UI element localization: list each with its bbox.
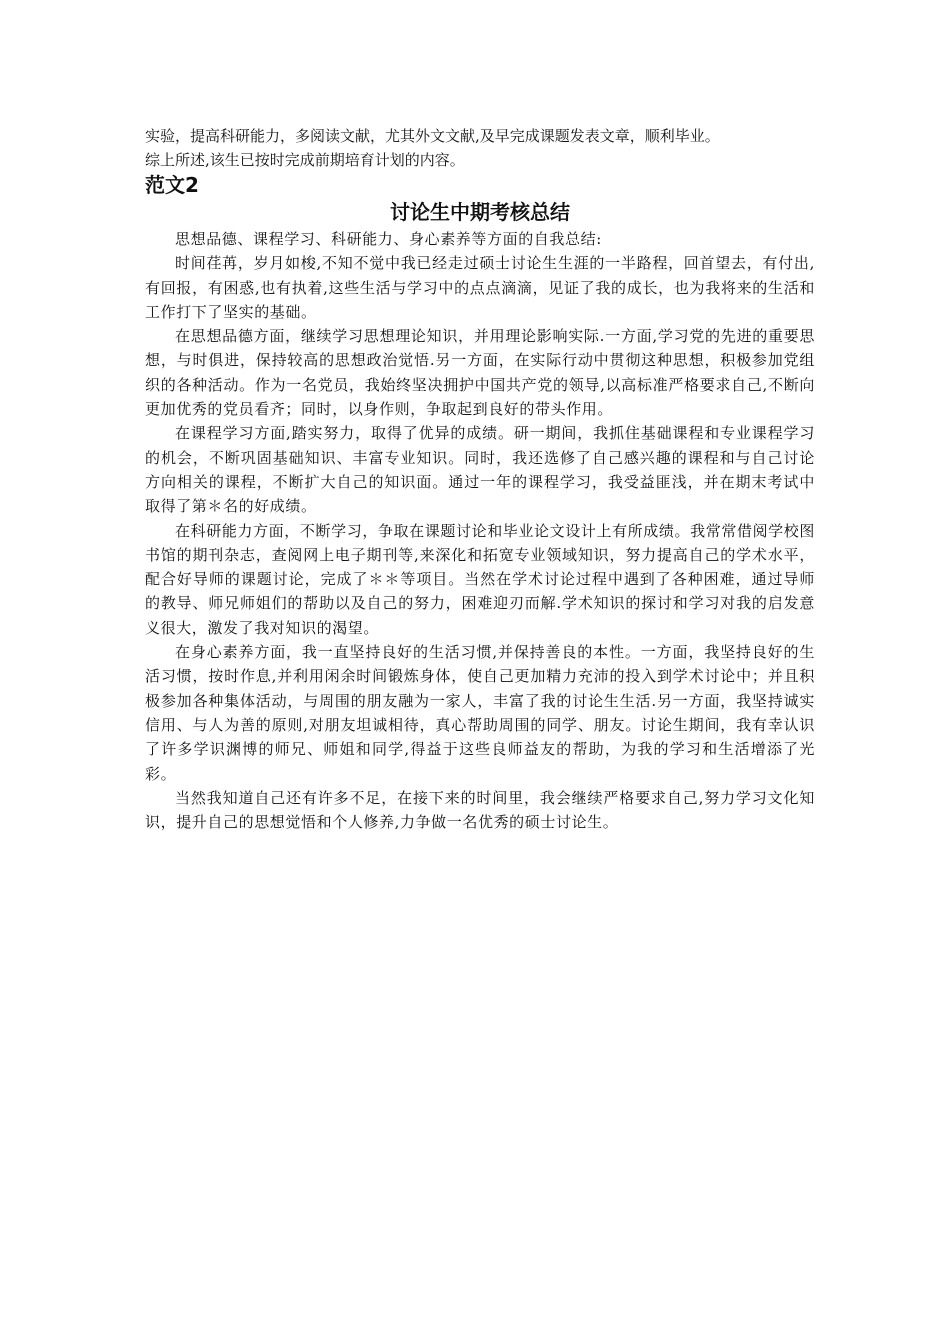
paragraph-ideology: 在思想品德方面，继续学习思想理论知识，并用理论影响实际.一方面,学习党的先进的重要思想，与时俱进，保持较高的思想政治觉悟.另一方面，在实际行动中贯彻这种思想，积极参加党组织的各种活动。作为一名党员，我始终坚决拥护中国共产党的领导,以高标准严格要求自己,不断向更加优秀的党员看齐；同时，以身作则，争取起到良好的带头作用。 xyxy=(145,327,815,419)
document-body xyxy=(145,124,815,834)
paragraph-intro: 时间荏苒，岁月如梭,不知不觉中我已经走过硕士讨论生生涯的一半路程，回首望去，有付出,有回报，有困惑,也有执着,这些生活与学习中的点点滴滴，见证了我的成长，也为我将来的生活和工作打下了坚实的基础。 xyxy=(145,254,815,321)
paragraph-coursework: 在课程学习方面,踏实努力，取得了优异的成绩。研一期间，我抓住基础课程和专业课程学习的机会，不断巩固基础知识、丰富专业知识。同时，我还选修了自己感兴趣的课程和与自己讨论方向相关的课程，不断扩大自己的知识面。通过一年的课程学习，我受益匪浅，并在期末考试中取得了第＊名的好成绩。 xyxy=(145,424,815,516)
paragraph-conclusion: 当然我知道自己还有许多不足，在接下来的时间里，我会继续严格要求自己,努力学习文化知识，提升自己的思想觉悟和个人修养,力争做一名优秀的硕士讨论生。 xyxy=(145,788,815,832)
paragraph-wellbeing: 在身心素养方面，我一直坚持良好的生活习惯,并保持善良的本性。一方面，我坚持良好的生活习惯，按时作息,并利用闲余时间锻炼身体，使自己更加精力充沛的投入到学术讨论中；并且积极参加各种集体活动，与周围的朋友融为一家人，丰富了我的讨论生生活.另一方面，我坚持诚实信用、与人为善的原则,对朋友坦诚相待，真心帮助周围的同学、朋友。讨论生期间，我有幸认识了许多学识渊博的师兄、师姐和同学,得益于这些良师益友的帮助，为我的学习和生活增添了光彩。 xyxy=(145,643,815,783)
document-title: 讨论生中期考核总结 xyxy=(390,200,570,224)
section-label: 范文2 xyxy=(145,173,199,197)
intro-line-2: 综上所述,该生已按时完成前期培育计划的内容。 xyxy=(145,151,465,169)
paragraph-summary-heading: 思想品德、课程学习、科研能力、身心素养等方面的自我总结: xyxy=(175,230,602,248)
intro-line-1: 实验，提高科研能力，多阅读文献，尤其外文文献,及早完成课题发表文章，顺利毕业。 xyxy=(145,127,720,145)
paragraph-research: 在科研能力方面，不断学习，争取在课题讨论和毕业论文设计上有所成绩。我常常借阅学校图书馆的期刊杂志，查阅网上电子期刊等,来深化和拓宽专业领域知识，努力提高自己的学术水平，配合好导师的课题讨论，完成了＊＊等项目。当然在学术讨论过程中遇到了各种困难，通过导师的教导、师兄师姐们的帮助以及自己的努力，困难迎刃而解.学术知识的探讨和学习对我的启发意义很大，激发了我对知识的渴望。 xyxy=(145,521,815,637)
